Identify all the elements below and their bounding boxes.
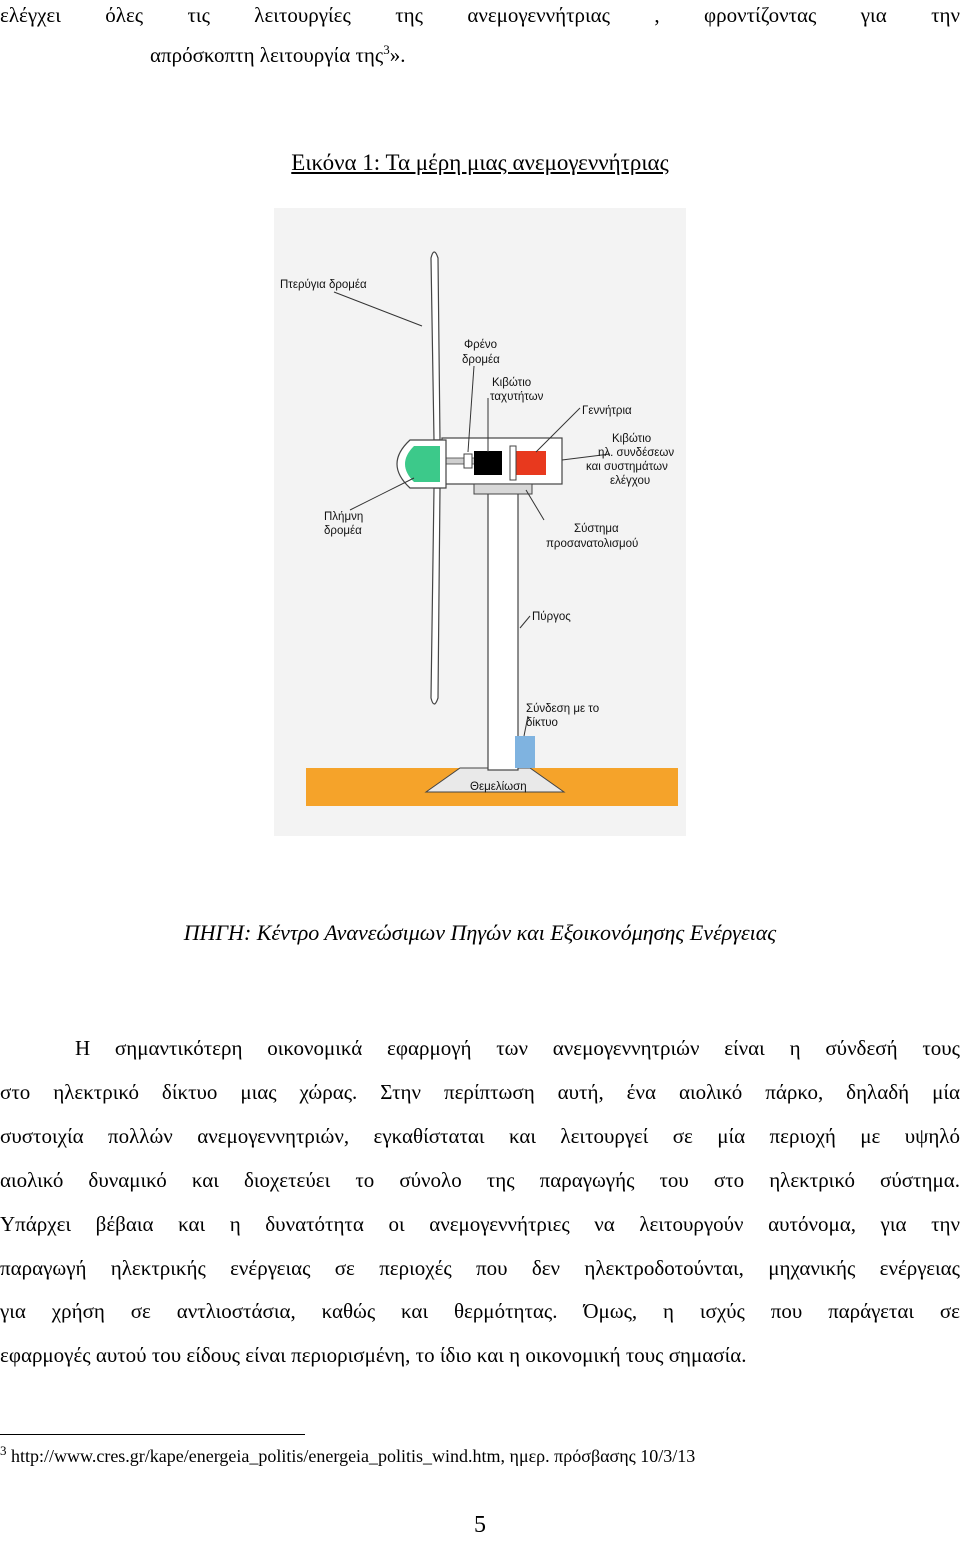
paragraph-line: παραγωγή ηλεκτρικής ενέργειας σε περιοχές που δεν ηλεκτροδοτούνται, μηχανικής ενέργειας bbox=[0, 1256, 960, 1280]
wind-turbine-figure bbox=[274, 208, 686, 836]
label-gearbox: ταχυτήτων bbox=[490, 391, 544, 403]
label-grid-connection: δίκτυο bbox=[526, 717, 558, 729]
label-rotor-blades: Πτερύγια δρομέα bbox=[280, 279, 367, 291]
paragraph-line: συστοιχία πολλών ανεμογεννητριών, εγκαθίσταται και λειτουργεί σε μία περιοχή με υψηλό bbox=[0, 1124, 960, 1148]
paragraph-line: για χρήση σε αντλιοστάσια, καθώς και θερμότητας. Όμως, η ισχύς που παράγεται σε bbox=[0, 1299, 960, 1323]
label-gearbox: Κιβώτιο bbox=[492, 377, 532, 389]
rotor-hub bbox=[405, 446, 440, 482]
page-number: 5 bbox=[474, 1512, 486, 1538]
footnote-number: 3 bbox=[0, 1443, 7, 1458]
figure-caption: Εικόνα 1: Τα μέρη μιας ανεμογεννήτριας bbox=[291, 150, 669, 175]
upper-blade bbox=[431, 252, 440, 440]
label-rotor-brake: Φρένο bbox=[464, 339, 497, 351]
lower-blade bbox=[431, 488, 440, 704]
grid-connection-box bbox=[515, 736, 535, 768]
label-yaw-system: προσανατολισμού bbox=[546, 538, 639, 550]
tower bbox=[488, 484, 518, 770]
figure-source: ΠΗΓΗ: Κέντρο Ανανεώσιμων Πηγών και Εξοικονόμησης Ενέργειας bbox=[183, 920, 777, 945]
label-foundation: Θεμελίωση bbox=[470, 781, 527, 793]
footnote-separator bbox=[0, 1434, 305, 1435]
body-text-line: ελέγχει όλες τις λειτουργίες της ανεμογεννήτριας , φροντίζοντας για την bbox=[0, 3, 960, 27]
label-rotor-hub: Πλήμνη bbox=[324, 511, 364, 523]
gearbox bbox=[474, 451, 502, 475]
footnote bbox=[0, 1443, 696, 1467]
label-control-box: ελέγχου bbox=[610, 475, 651, 487]
body-text-line: απρόσκοπτη λειτουργία της$^3$». bbox=[150, 42, 406, 67]
label-control-box: ηλ. συνδέσεων bbox=[598, 447, 675, 459]
footnote-reference[interactable]: 3 bbox=[383, 42, 390, 57]
generator bbox=[514, 451, 546, 475]
label-rotor-hub: δρομέα bbox=[324, 525, 362, 537]
label-rotor-brake: δρομέα bbox=[462, 354, 500, 366]
footnote-text[interactable]: http://www.cres.gr/kape/energeia_politis/energeia_politis_wind.htm, ημερ. πρόσβασης 10/3/13 bbox=[6, 1446, 696, 1466]
label-control-box: Κιβώτιο bbox=[612, 433, 652, 445]
paragraph-line: Η σημαντικότερη οικονομικά εφαρμογή των ανεμογεννητριών είναι η σύνδεσή τους bbox=[75, 1036, 960, 1060]
label-generator: Γεννήτρια bbox=[582, 405, 632, 417]
label-control-box: και συστημάτων bbox=[586, 461, 668, 473]
label-yaw-system: Σύστημα bbox=[574, 523, 619, 535]
paragraph-line: αιολικό δυναμικό και διοχετεύει το σύνολο της παραγωγής του στο ηλεκτρικό σύστημα. bbox=[0, 1168, 960, 1192]
rotor-brake bbox=[464, 454, 472, 468]
paragraph-line: στο ηλεκτρικό δίκτυο μιας χώρας. Στην περίπτωση αυτή, ένα αιολικό πάρκο, δηλαδή μία bbox=[0, 1080, 960, 1104]
label-grid-connection: Σύνδεση με το bbox=[526, 703, 600, 715]
paragraph-line: εφαρμογές αυτού του είδους είναι περιορισμένη, το ίδιο και η οικονομική τους σημασία. bbox=[0, 1343, 747, 1367]
label-tower: Πύργος bbox=[532, 611, 571, 623]
generator-housing bbox=[510, 446, 516, 480]
paragraph-line: Υπάρχει βέβαια και η δυνατότητα οι ανεμογεννήτριες να λειτουργούν αυτόνομα, για την bbox=[0, 1212, 960, 1236]
yaw-system bbox=[474, 484, 532, 494]
